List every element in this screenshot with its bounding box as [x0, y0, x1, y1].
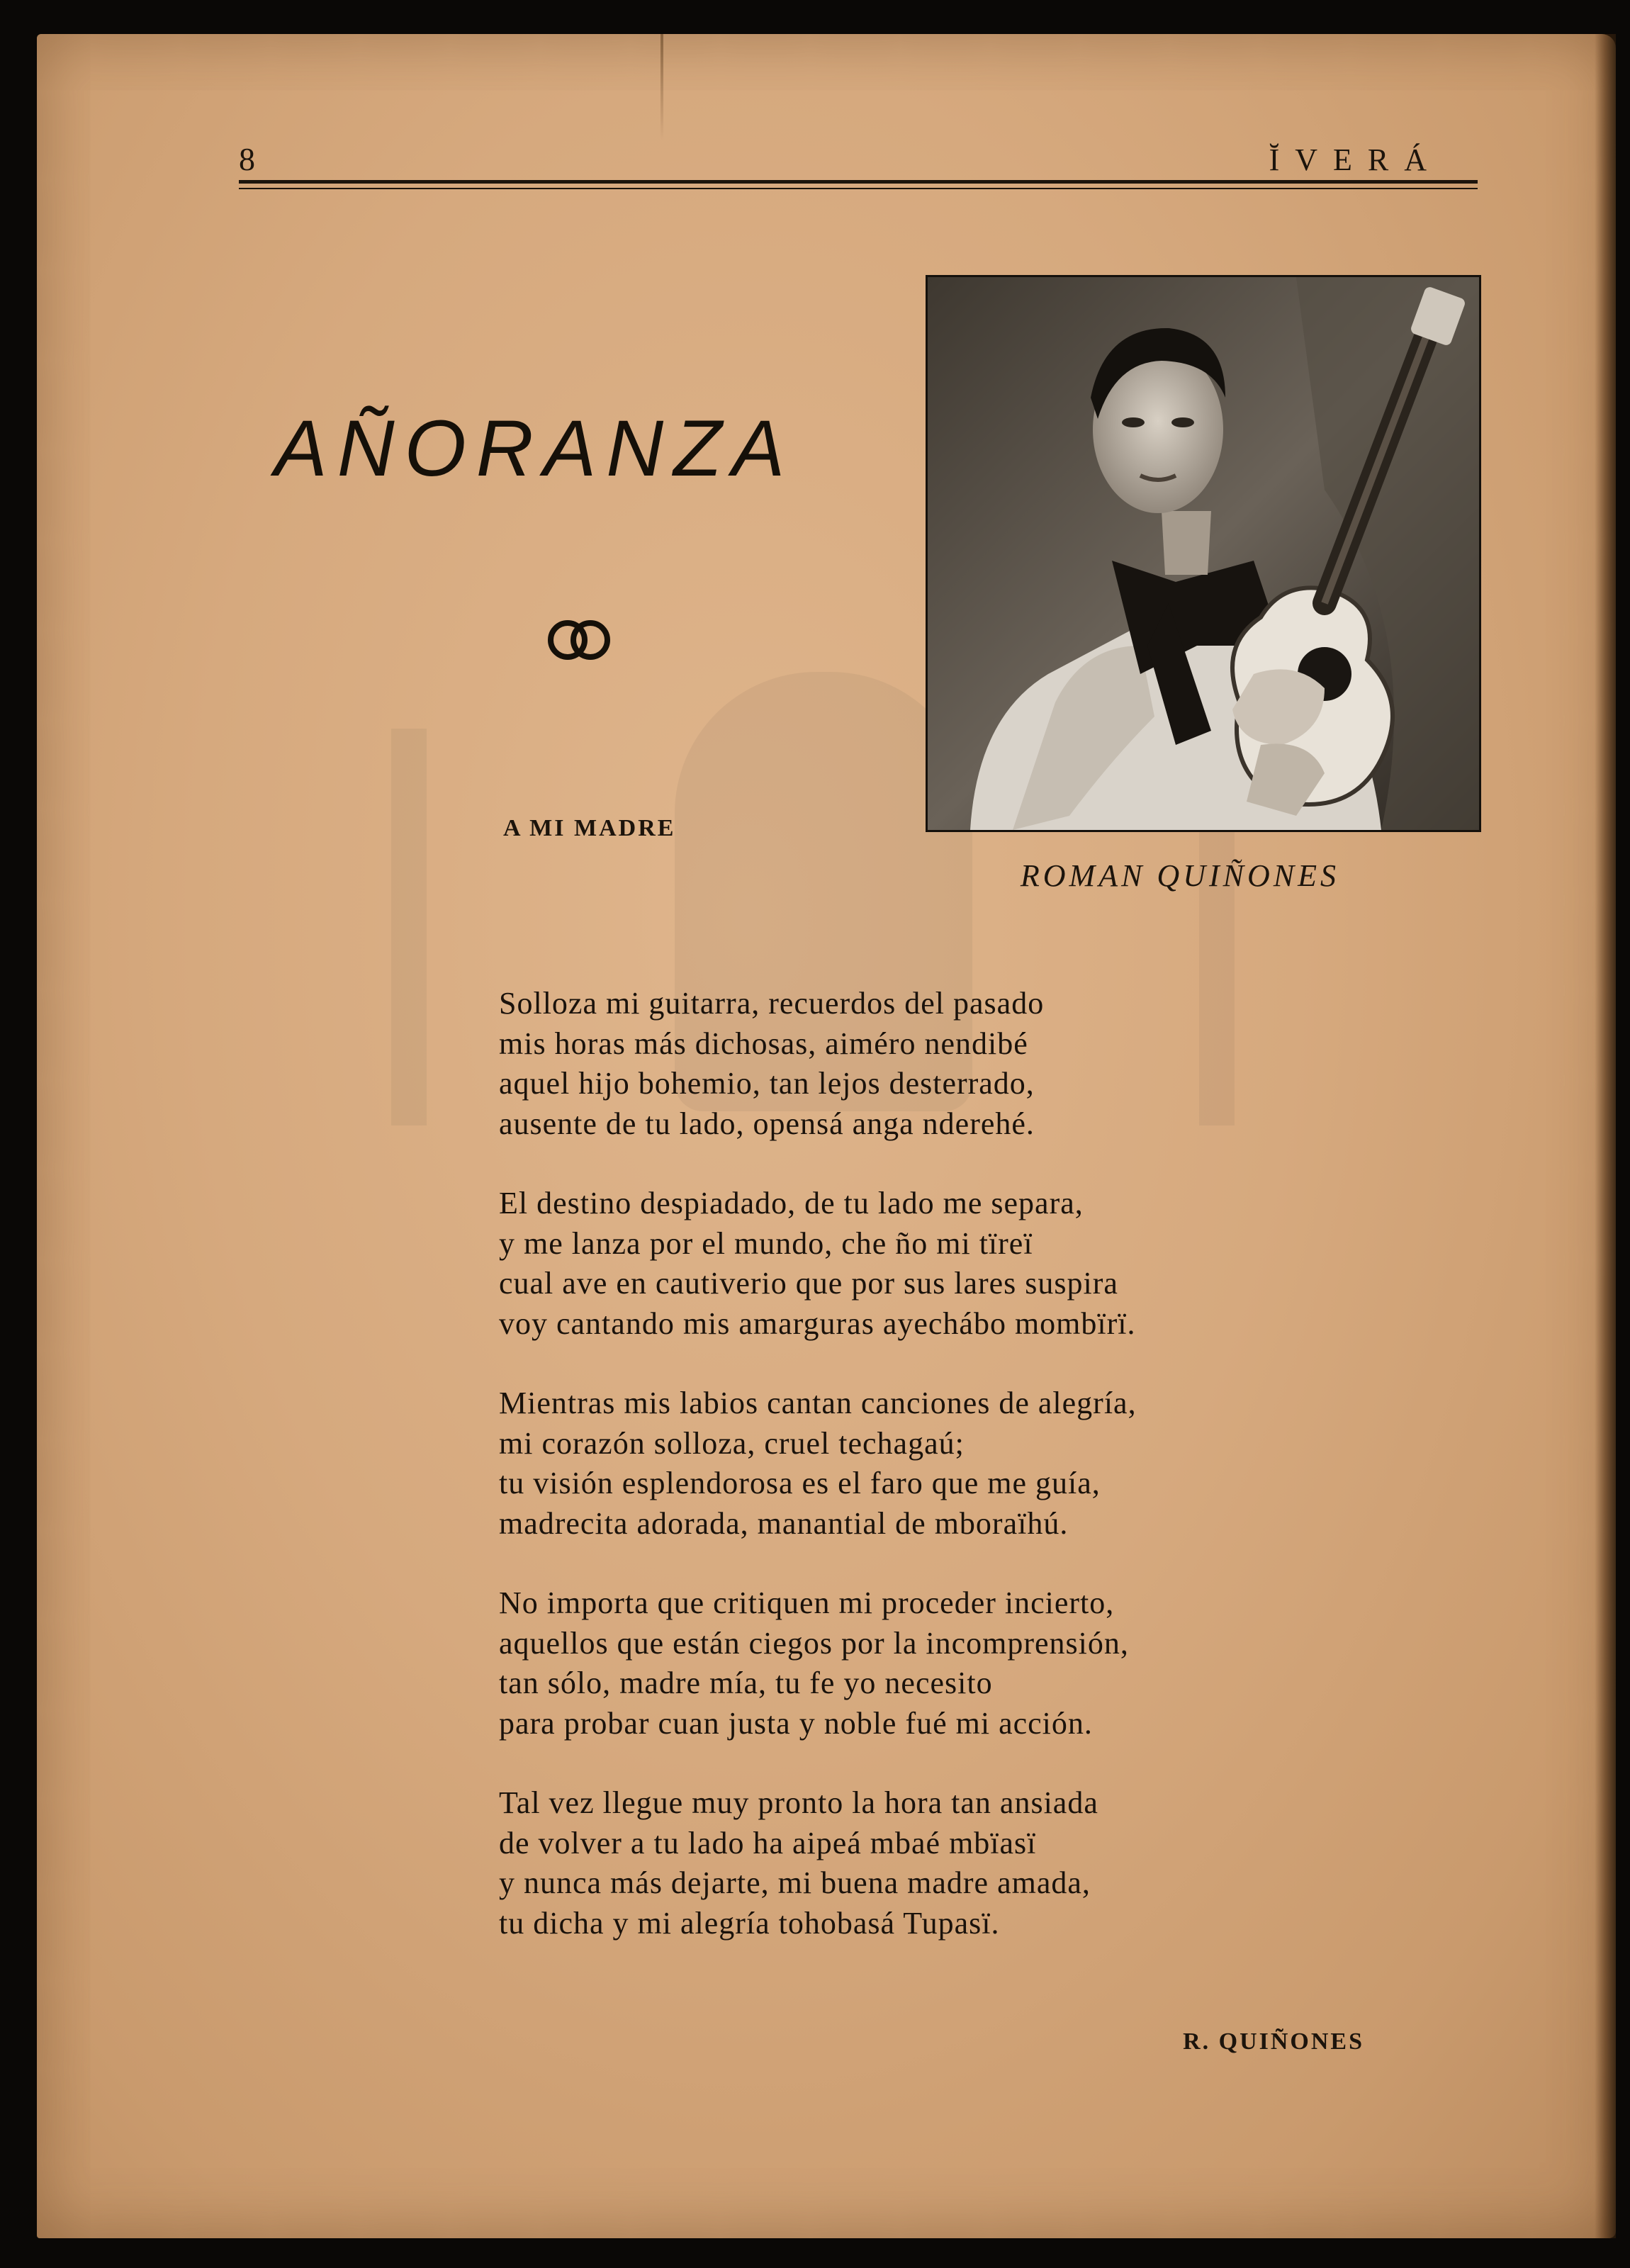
guitarist-portrait-image [928, 277, 1479, 830]
verse-line: Tal vez llegue muy pronto la hora tan ansiada [499, 1785, 1098, 1820]
verse-line: tu dicha y mi alegría tohobasá Tupasï. [499, 1905, 1000, 1941]
verse-line: y nunca más dejarte, mi buena madre amada, [499, 1865, 1091, 1900]
verse-line: aquellos que están ciegos por la incomprensión, [499, 1625, 1129, 1661]
verse-line: mis horas más dichosas, aiméro nendibé [499, 1026, 1028, 1061]
page-fold-shadow [1595, 34, 1616, 2238]
verse-line: tan sólo, madre mía, tu fe yo necesito [499, 1666, 993, 1700]
poem-body [499, 984, 1349, 1983]
verse-line: Solloza mi guitarra, recuerdos del pasado [499, 986, 1045, 1021]
verse-line: aquel hijo bohemio, tan lejos desterrado, [499, 1066, 1035, 1101]
header-rule-thick [239, 180, 1478, 184]
poem-title: AÑORANZA [274, 404, 795, 493]
verse-line: Mientras mis labios cantan canciones de alegría, [499, 1386, 1137, 1420]
verse-line: para probar cuan justa y noble fué mi acción. [499, 1705, 1093, 1741]
magazine-page [37, 34, 1616, 2238]
guitarist-photo [926, 275, 1481, 832]
stanza [499, 984, 1349, 1144]
stanza [499, 1583, 1349, 1744]
verse-line: y me lanza por el mundo, che ño mi tïreï [499, 1225, 1033, 1261]
stanza [499, 1383, 1349, 1544]
verse-line: de volver a tu lado ha aipeá mbaé mbïasï [499, 1825, 1037, 1860]
verse-line: mi corazón solloza, cruel techagaú; [499, 1425, 965, 1461]
verse-line: cual ave en cautiverio que por sus lares suspira [499, 1266, 1118, 1301]
bleed-through-bar-left [391, 729, 427, 1125]
stanza [499, 1783, 1349, 1943]
page-number: 8 [239, 141, 255, 177]
journal-title: ĬVERÁ [1269, 142, 1442, 177]
verse-line: ausente de tu lado, opensá anga nderehé. [499, 1106, 1035, 1141]
interlocked-rings-icon [544, 615, 614, 665]
verse-line: El destino despiadado, de tu lado me separa, [499, 1186, 1084, 1220]
author-signature: R. QUIÑONES [1183, 2028, 1364, 2055]
verse-line: voy cantando mis amarguras ayechábo mombïrï. [499, 1306, 1136, 1341]
verse-line: No importa que critiquen mi proceder incierto, [499, 1585, 1115, 1620]
paper-crease [661, 34, 663, 140]
photo-caption: ROMAN QUIÑONES [1020, 858, 1339, 893]
stanza [499, 1184, 1349, 1344]
verse-line: madrecita adorada, manantial de mboraïhú. [499, 1505, 1069, 1541]
dedication: A MI MADRE [503, 815, 676, 841]
header-rule-thin [239, 188, 1478, 189]
verse-line: tu visión esplendorosa es el faro que me guía, [499, 1466, 1101, 1500]
